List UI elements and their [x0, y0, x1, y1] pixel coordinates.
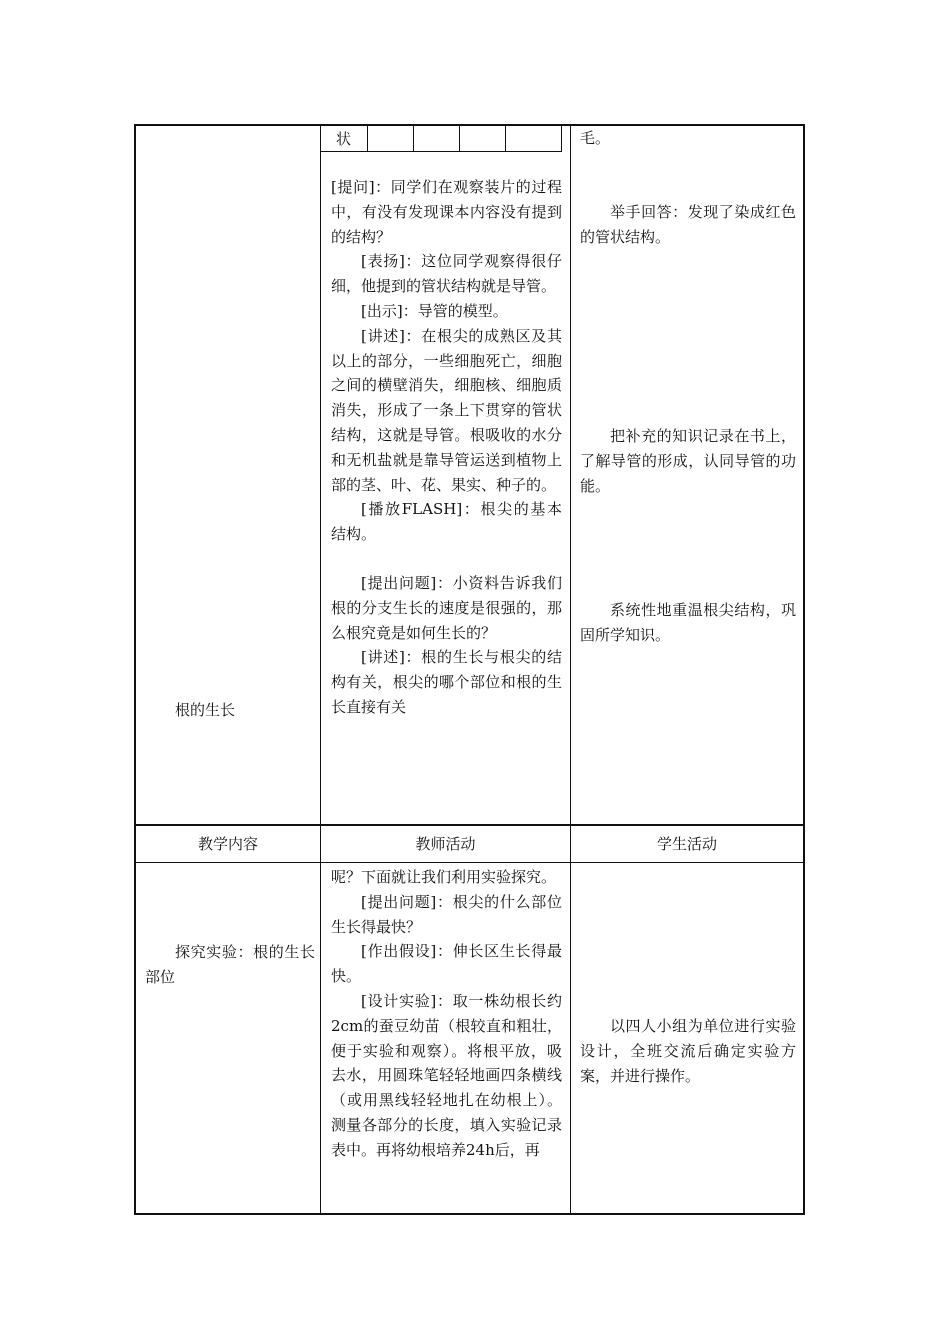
- inner-table-cell: [413, 126, 460, 151]
- student-text: 毛。: [580, 129, 611, 147]
- student-paragraph: 系统性地重温根尖结构，巩固所学知识。: [580, 601, 796, 644]
- content-cell-root-growth: [145, 698, 315, 723]
- table-divider-upper: [134, 824, 805, 826]
- inner-table-cell: [505, 126, 562, 151]
- header-student-activity: 学生活动: [656, 835, 717, 853]
- inner-table-cell: [459, 126, 506, 151]
- inner-table-label: 状: [336, 130, 352, 148]
- teacher-activity-cell-top: [331, 175, 562, 720]
- teacher-paragraph: [讲述]：在根尖的成熟区及其以上的部分，一些细胞死亡，细胞之间的横壁消失，细胞核、细胞质消失，形成了一条上下贯穿的管状结构，这就是导管。根吸收的水分和无机盐就是靠导管运送到植物上部的茎、叶、花、果实、种子的。: [331, 326, 562, 494]
- inner-table-cell: [367, 126, 414, 151]
- teacher-paragraph: [提出问题]：小资料告诉我们根的分支生长的速度是很强的，那么根究竟是如何生长的？: [331, 573, 562, 642]
- header-teacher-activity: 教师活动: [415, 835, 476, 853]
- teacher-paragraph: 呢？下面就让我们利用实验探究。: [331, 868, 557, 886]
- student-activity-block: [580, 598, 796, 648]
- teacher-paragraph: [作出假设]：伸长区生长得最快。: [331, 942, 562, 986]
- table-border-col2: [570, 124, 571, 1215]
- student-activity-block: [580, 200, 796, 250]
- inner-record-table: [320, 126, 562, 152]
- table-divider-header: [134, 862, 805, 863]
- student-paragraph: 把补充的知识记录在书上，了解导管的形成，认同导管的功能。: [580, 427, 796, 495]
- teacher-activity-cell-bottom: [331, 865, 562, 1163]
- teacher-paragraph: [设计实验]：取一株幼根长约2cm的蚕豆幼苗（根较直和粗壮，便于实验和观察）。将根平放，吸去水，用圆珠笔轻轻地画四条横线（或用黑线轻轻地扎在幼根上）。测量各部分的长度，填入实验记录表中。再将幼根培养24h后，再: [331, 991, 562, 1159]
- teacher-paragraph: [讲述]：根的生长与根尖的结构有关，根尖的哪个部位和根的生长直接有关: [331, 648, 562, 716]
- teacher-paragraph: [提出问题]：根尖的什么部位生长得最快？: [331, 892, 562, 936]
- content-label: 探究实验：根的生长部位: [145, 943, 315, 986]
- student-activity-cell-top: [580, 126, 796, 151]
- student-paragraph: 以四人小组为单位进行实验设计，全班交流后确定实验方案，并进行操作。: [580, 1017, 796, 1085]
- table-border-bottom: [134, 1213, 805, 1215]
- teacher-paragraph: [提问]：同学们在观察装片的过程中，有没有发现课本内容没有提到的结构？: [331, 178, 562, 246]
- student-activity-cell-bottom: [580, 1014, 796, 1088]
- teacher-paragraph: [表扬]：这位同学观察得很仔细，他提到的管状结构就是导管。: [331, 252, 562, 296]
- content-cell-experiment: [145, 940, 315, 990]
- inner-table-cell: [320, 126, 368, 151]
- content-label: 根的生长: [175, 701, 236, 719]
- student-activity-block: [580, 424, 796, 498]
- table-border-left: [134, 124, 136, 1215]
- header-teaching-content: 教学内容: [197, 835, 258, 853]
- student-paragraph: 举手回答：发现了染成红色的管状结构。: [580, 203, 796, 246]
- teacher-paragraph: [出示]：导管的模型。: [361, 301, 508, 320]
- teacher-paragraph: [播放FLASH]：根尖的基本结构。: [331, 500, 562, 544]
- table-border-col1: [320, 124, 321, 1215]
- table-border-right: [803, 124, 805, 1215]
